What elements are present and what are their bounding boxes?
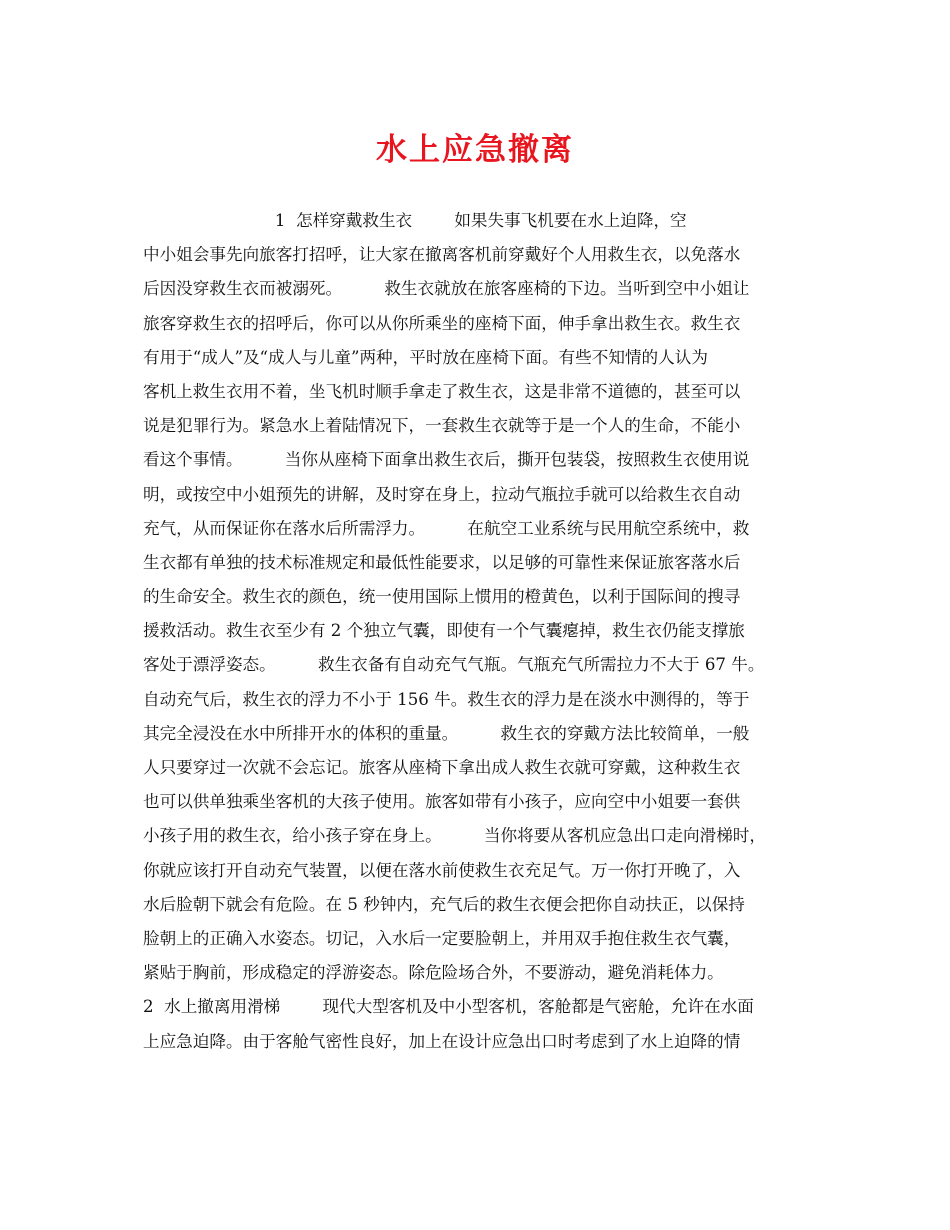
body-line: 水后脸朝下就会有危险。在 5 秒钟内，充气后的救生衣便会把你自动扶正，以保持	[143, 894, 745, 914]
document-body	[143, 204, 823, 1059]
body-line: 也可以供单独乘坐客机的大孩子使用。旅客如带有小孩子，应向空中小姐要一套供	[143, 792, 741, 812]
body-line: 人只要穿过一次就不会忘记。旅客从座椅下拿出成人救生衣就可穿戴，这种救生衣	[143, 758, 741, 777]
body-line: 明，或按空中小姐预先的讲解，及时穿在身上，拉动气瓶拉手就可以给救生衣自动	[143, 484, 741, 504]
body-line: 中小姐会事先向旅客打招呼，让大家在撤离客机前穿戴好个人用救生衣，以免落水	[143, 245, 741, 265]
body-line: 生衣都有单独的技术标准规定和最低性能要求，以足够的可靠性来保证旅客落水后	[143, 552, 741, 572]
body-line: 看这个事情。 当你从座椅下面拿出救生衣后，撕开包装袋，按照救生衣使用说	[143, 450, 750, 470]
body-line: 脸朝上的正确入水姿态。切记，入水后一定要脸朝上，并用双手抱住救生衣气囊，	[143, 928, 741, 948]
body-line: 紧贴于胸前，形成稳定的浮游姿态。除危险场合外，不要游动，避免消耗体力。	[143, 963, 724, 983]
body-line: 上应急迫降。由于客舱气密性良好，加上在设计应急出口时考虑到了水上迫降的情	[143, 1031, 741, 1051]
body-line: 小孩子用的救生衣，给小孩子穿在身上。 当你将要从客机应急出口走向滑梯时，	[143, 826, 766, 846]
body-line: 充气，从而保证你在落水后所需浮力。 在航空工业系统与民用航空系统中，救	[143, 518, 750, 538]
body-line: 2 水上撤离用滑梯 现代大型客机及中小型客机，客舱都是气密舱，允许在水面	[143, 997, 754, 1017]
body-line: 客处于漂浮姿态。 救生衣备有自动充气气瓶。气瓶充气所需拉力不大于 67 牛。	[143, 655, 765, 675]
body-line: 后因没穿救生衣而被溺死。 救生衣就放在旅客座椅的下边。当听到空中小姐让	[143, 279, 750, 299]
body-line: 援救活动。救生衣至少有 2 个独立气囊，即使有一个气囊瘪掉，救生衣仍能支撑旅	[143, 621, 745, 641]
document-title: 水上应急撤离	[376, 132, 574, 168]
body-line: 说是犯罪行为。紧急水上着陆情况下，一套救生衣就等于是一个人的生命，不能小	[143, 416, 741, 436]
body-line: 客机上救生衣用不着，坐飞机时顺手拿走了救生衣，这是非常不道德的，甚至可以	[143, 381, 741, 401]
body-line: 自动充气后，救生衣的浮力不小于 156 牛。救生衣的浮力是在淡水中测得的，等于	[143, 689, 750, 709]
body-line: 旅客穿救生衣的招呼后，你可以从你所乘坐的座椅下面，伸手拿出救生衣。救生衣	[143, 313, 741, 333]
body-line: 的生命安全。救生衣的颜色，统一使用国际上惯用的橙黄色，以利于国际间的搜寻	[143, 587, 741, 607]
body-line: 你就应该打开自动充气装置，以便在落水前使救生衣充足气。万一你打开晚了，入	[143, 860, 741, 880]
body-line: 1 怎样穿戴救生衣 如果失事飞机要在水上迫降，空	[143, 211, 687, 230]
body-line: 有用于“成人”及“成人与儿童”两种，平时放在座椅下面。有些不知情的人认为	[143, 347, 708, 367]
body-line: 其完全浸没在水中所排开水的体积的重量。 救生衣的穿戴方法比较简单，一般	[143, 723, 750, 743]
